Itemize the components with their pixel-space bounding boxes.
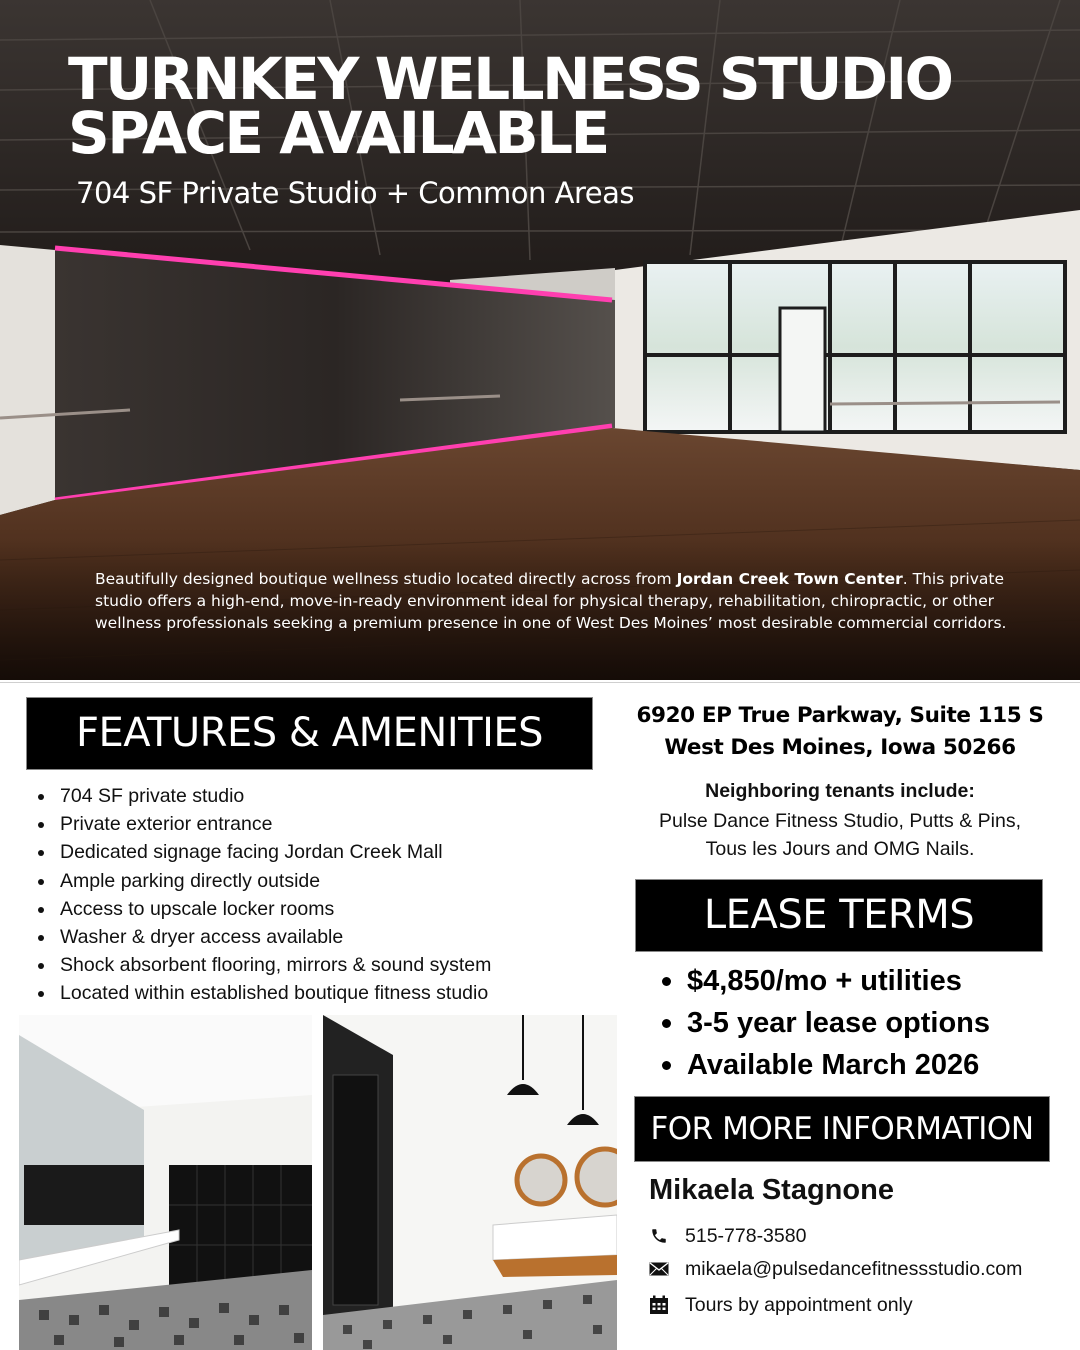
restroom-photo (323, 1015, 617, 1350)
envelope-icon (648, 1258, 670, 1280)
hero-title-line2: SPACE AVAILABLE (68, 99, 608, 167)
section-divider (0, 682, 1080, 683)
neighbors-list (630, 807, 1050, 863)
more-info-heading: FOR MORE INFORMATION (634, 1096, 1050, 1162)
lease-terms-heading: LEASE TERMS (635, 879, 1043, 952)
contact-email[interactable]: mikaela@pulsedancefitnessstudio.com (685, 1257, 1023, 1280)
hero-description-landmark: Jordan Creek Town Center (676, 570, 903, 588)
contact-email-row[interactable] (648, 1255, 1022, 1283)
feature-item: Shock absorbent flooring, mirrors & sound system (36, 951, 491, 979)
neighbors-line1: Pulse Dance Fitness Studio, Putts & Pins, (658, 810, 1021, 832)
feature-item: Dedicated signage facing Jordan Creek Mall (36, 838, 491, 866)
features-heading: FEATURES & AMENITIES (26, 697, 593, 770)
hero-title (68, 45, 1048, 167)
neighbors-line2: Tous les Jours and OMG Nails. (705, 838, 975, 860)
lease-term-item: 3-5 year lease options (660, 1002, 990, 1044)
hero-title-line1: TURNKEY WELLNESS STUDIO (68, 45, 952, 113)
tours-note: Tours by appointment only (685, 1293, 913, 1316)
lease-terms-list (660, 960, 990, 1086)
calendar-icon (648, 1294, 670, 1316)
contact-phone-row[interactable] (648, 1222, 806, 1250)
contact-tours-row (648, 1291, 913, 1319)
feature-item: Private exterior entrance (36, 810, 491, 838)
feature-item: 704 SF private studio (36, 782, 491, 810)
address-line2: West Des Moines, Iowa 50266 (664, 735, 1016, 760)
hero-subtitle: 704 SF Private Studio + Common Areas (76, 176, 634, 210)
phone-icon (648, 1225, 670, 1247)
lease-term-item: Available March 2026 (660, 1044, 990, 1086)
neighbors-title: Neighboring tenants include: (705, 780, 975, 802)
locker-room-photo (19, 1015, 312, 1350)
feature-item: Access to upscale locker rooms (36, 895, 491, 923)
address-line1: 6920 EP True Parkway, Suite 115 S (636, 703, 1044, 728)
property-address (630, 700, 1050, 764)
feature-item: Washer & dryer access available (36, 923, 491, 951)
lease-term-item: $4,850/mo + utilities (660, 960, 990, 1002)
contact-phone[interactable]: 515-778-3580 (685, 1224, 807, 1247)
contact-name: Mikaela Stagnone (649, 1174, 894, 1206)
hero-description-intro: Beautifully designed boutique wellness studio located directly across from (95, 570, 677, 588)
features-list (36, 782, 491, 1008)
hero-description-body: . This private studio offers a high-end, move-in-ready environment ideal for physical therapy, rehabilitation, chiropractic, or other wellness professionals seeking a premium presence in one of West Des Moines’ most desirable commercial corridors. (95, 570, 1007, 632)
hero-description (95, 568, 1025, 634)
feature-item: Located within established boutique fitness studio (36, 979, 491, 1007)
feature-item: Ample parking directly outside (36, 867, 491, 895)
